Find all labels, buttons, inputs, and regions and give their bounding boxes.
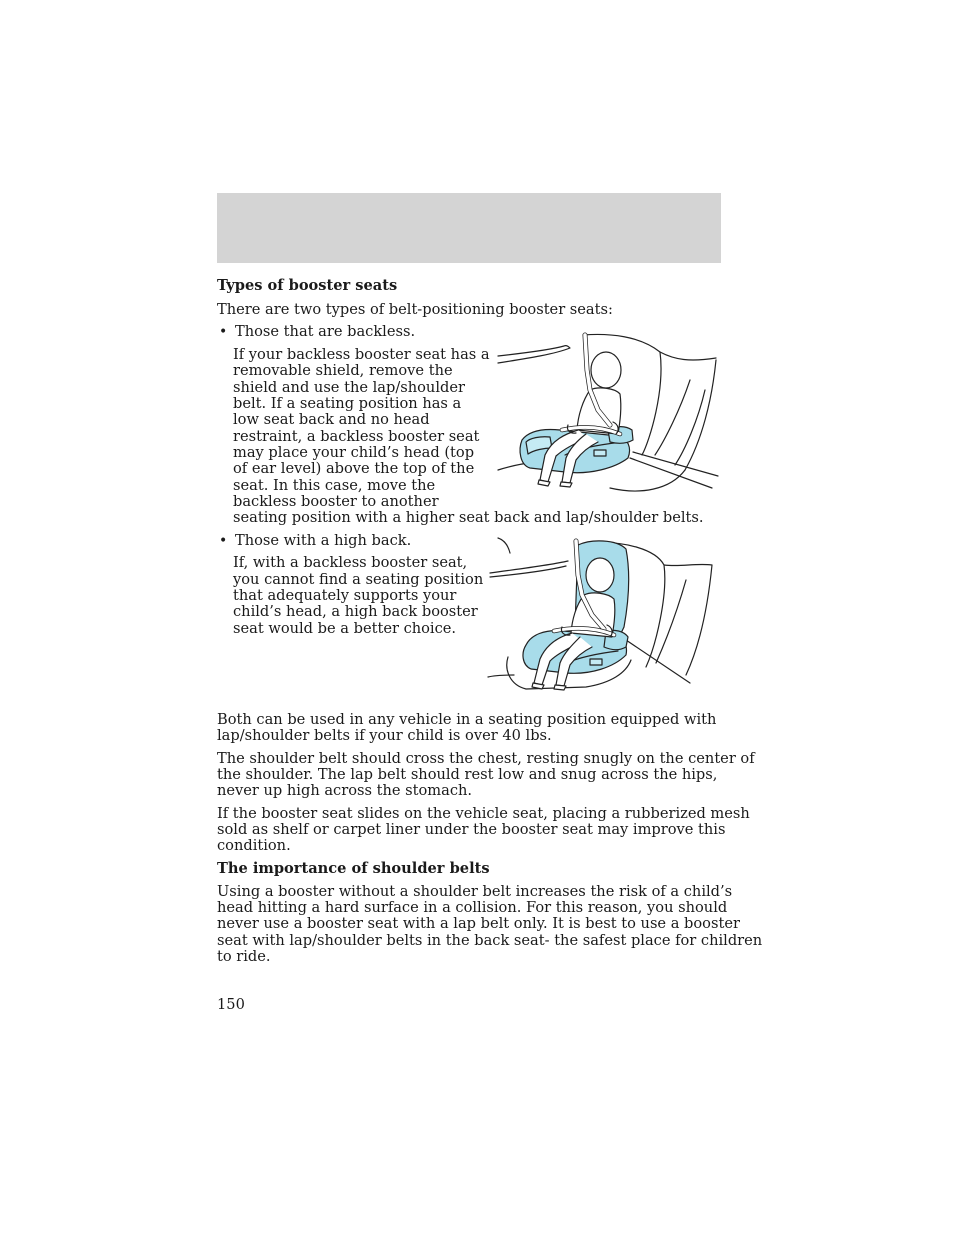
body-line: seat would be a better choice. xyxy=(233,620,457,637)
body-line: sold as shelf or carpet liner under the booster seat may improve this xyxy=(217,821,726,838)
body-line: belt. If a seating position has a xyxy=(233,395,462,412)
body-line: seating position with a higher seat back and lap/shoulder belts. xyxy=(233,509,704,526)
body-line: never up high across the stomach. xyxy=(217,782,473,799)
body-line: If, with a backless booster seat, xyxy=(233,554,468,571)
body-line: the shoulder. The lap belt should rest low and snug across the hips, xyxy=(217,766,718,783)
heading-types-of-booster-seats: Types of booster seats xyxy=(217,277,398,294)
bullet-backless-label: Those that are backless. xyxy=(235,323,416,340)
body-line: child’s head, a high back booster xyxy=(233,603,478,620)
body-line: shield and use the lap/shoulder xyxy=(233,379,465,396)
body-line: removable shield, remove the xyxy=(233,362,453,379)
body-line: never use a booster seat with a lap belt only. It is best to use a booster xyxy=(217,915,740,932)
body-line: of ear level) above the top of the xyxy=(233,460,475,477)
body-line: If your backless booster seat has a xyxy=(233,346,490,363)
body-line: to ride. xyxy=(217,948,271,965)
body-line: seat with lap/shoulder belts in the back seat- the safest place for children xyxy=(217,932,763,949)
bullet-high-back-label: Those with a high back. xyxy=(235,532,412,549)
body-line: Both can be used in any vehicle in a seating position equipped with xyxy=(217,711,717,728)
body-line: seat. In this case, move the xyxy=(233,477,436,494)
body-line: head hitting a hard surface in a collision. For this reason, you should xyxy=(217,899,728,916)
high-back-booster-illustration xyxy=(486,535,718,695)
backless-booster-illustration xyxy=(490,330,720,495)
chapter-header-band xyxy=(217,193,721,263)
body-line: If the booster seat slides on the vehicle seat, placing a rubberized mesh xyxy=(217,805,750,822)
body-line: The shoulder belt should cross the chest, resting snugly on the center of xyxy=(217,750,755,767)
body-line: you cannot find a seating position xyxy=(233,571,484,588)
body-line: low seat back and no head xyxy=(233,411,430,428)
intro-text: There are two types of belt-positioning booster seats: xyxy=(217,301,613,318)
body-line: condition. xyxy=(217,837,291,854)
body-line: Using a booster without a shoulder belt increases the risk of a child’s xyxy=(217,883,733,900)
body-line: lap/shoulder belts if your child is over 40 lbs. xyxy=(217,727,552,744)
body-line: backless booster to another xyxy=(233,493,439,510)
bullet-dot: • xyxy=(219,533,228,549)
page-number: 150 xyxy=(217,995,245,1013)
body-line: that adequately supports your xyxy=(233,587,457,604)
body-line: may place your child’s head (top xyxy=(233,444,475,461)
body-line: restraint, a backless booster seat xyxy=(233,428,480,445)
heading-importance-shoulder-belts: The importance of shoulder belts xyxy=(217,860,490,877)
bullet-dot: • xyxy=(219,324,228,340)
